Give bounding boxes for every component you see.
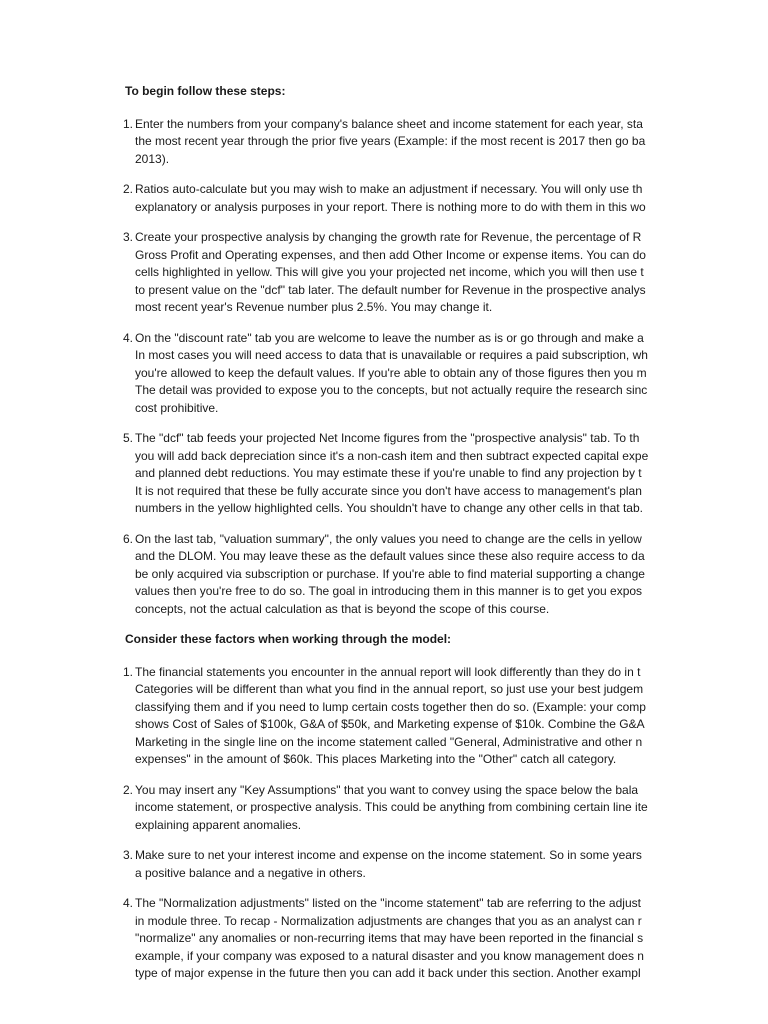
item-text: [135, 430, 648, 518]
item-text: [135, 330, 648, 418]
text-line: you're allowed to keep the default values. If you're able to obtain any of those figures then you m: [135, 365, 647, 380]
text-line: concepts, not the actual calculation as that is beyond the scope of this course.: [135, 601, 550, 616]
item-text: [135, 116, 645, 169]
item-number: 6.: [123, 531, 134, 546]
text-line: most recent year's Revenue number plus 2.5%. You may change it.: [135, 300, 493, 314]
item-number: 1.: [123, 664, 134, 679]
text-line: shows Cost of Sales of $100k, G&A of $50k, and Marketing expense of $10k. Combine the G&A: [135, 717, 645, 731]
text-line: type of major expense in the future then you can add it back under this section. Another exampl: [135, 966, 641, 980]
text-line: The "Normalization adjustments" listed on the "income statement" tab are referring to the adjust: [135, 896, 641, 910]
item-number: 4.: [123, 896, 134, 910]
step-item: [123, 531, 768, 619]
text-line: You may insert any "Key Assumptions" that you want to convey using the space below the bala: [135, 782, 639, 797]
text-line: cells highlighted in yellow. This will give you your projected net income, which you will then use t: [135, 265, 644, 279]
text-line: example, if your company was exposed to a natural disaster and you know management does n: [135, 948, 644, 963]
text-line: The "dcf" tab feeds your projected Net Income figures from the "prospective analysis" tab. To th: [135, 431, 640, 445]
text-line: expenses" in the amount of $60k. This places Marketing into the "Other" catch all category.: [135, 752, 617, 766]
item-number: 1.: [123, 116, 134, 131]
item-text: [135, 531, 645, 619]
text-line: On the last tab, "valuation summary", the only values you need to change are the cells in yellow: [135, 531, 642, 546]
text-line: Marketing in the single line on the income statement called "General, Administrative and other n: [135, 734, 643, 749]
item-number: 2.: [123, 182, 134, 196]
text-line: Make sure to net your interest income and expense on the income statement. So in some years: [135, 848, 642, 862]
step-item: [123, 116, 768, 169]
text-line: and the DLOM. You may leave these as the default values since these also require access to da: [135, 549, 645, 563]
factor-item: [123, 895, 768, 983]
item-number: 4.: [123, 330, 134, 345]
item-number: 3.: [123, 230, 134, 244]
text-line: explanatory or analysis purposes in your report. There is nothing more to do with them in this wo: [135, 199, 646, 214]
factor-item: [123, 782, 768, 835]
steps-list: [123, 116, 768, 619]
text-line: Ratios auto-calculate but you may wish to make an adjustment if necessary. You will only use th: [135, 182, 643, 196]
item-number: 3.: [123, 848, 134, 862]
text-line: Gross Profit and Operating expenses, and then add Other Income or expense items. You can do: [135, 247, 646, 262]
text-line: Enter the numbers from your company's balance sheet and income statement for each year, sta: [135, 116, 643, 131]
text-line: to present value on the "dcf" tab later. The default number for Revenue in the prospective analys: [135, 282, 646, 297]
text-line: On the "discount rate" tab you are welcome to leave the number as is or go through and make a: [135, 330, 644, 345]
text-line: Categories will be different than what you find in the annual report, so just use your best judgem: [135, 682, 644, 696]
text-line: the most recent year through the prior five years (Example: if the most recent is 2017 then go ba: [135, 134, 646, 148]
text-line: you will add back depreciation since it's a non-cash item and then subtract expected capital expe: [135, 448, 649, 463]
text-line: 2013).: [135, 151, 170, 166]
instructions-content: [123, 83, 768, 996]
item-text: [135, 847, 642, 882]
factor-item: [123, 847, 768, 882]
step-item: [123, 181, 768, 216]
factor-item: [123, 664, 768, 769]
step-item: [123, 229, 768, 317]
text-line: values then you're free to do so. The goal in introducing them in this manner is to get you expos: [135, 584, 643, 598]
step-item: [123, 330, 768, 418]
text-line: a positive balance and a negative in others.: [135, 865, 366, 880]
item-number: 5.: [123, 431, 134, 445]
text-line: income statement, or prospective analysis. This could be anything from combining certain line ite: [135, 800, 648, 814]
factors-heading: Consider these factors when working through the model:: [125, 632, 452, 646]
item-text: [135, 664, 646, 769]
text-line: cost prohibitive.: [135, 400, 219, 415]
text-line: in module three. To recap - Normalization adjustments are changes that you as an analyst can r: [135, 913, 642, 928]
item-text: [135, 229, 646, 317]
text-line: classifying them and if you need to lump certain costs together then do so. (Example: your comp: [135, 699, 646, 714]
text-line: be only acquired via subscription or purchase. If you're able to find material supporting a change: [135, 566, 645, 581]
factors-list: [123, 664, 768, 983]
text-line: In most cases you will need access to data that is unavailable or requires a paid subscription, wh: [135, 348, 648, 362]
item-text: [135, 181, 646, 216]
item-text: [135, 782, 648, 835]
steps-heading: To begin follow these steps:: [125, 84, 286, 98]
text-line: It is not required that these be fully accurate since you don't have access to management's plan: [135, 483, 642, 498]
text-line: and planned debt reductions. You may estimate these if you're unable to find any projection by t: [135, 466, 642, 480]
text-line: "normalize" any anomalies or non-recurring items that may have been reported in the financial s: [135, 931, 644, 945]
text-line: The detail was provided to expose you to the concepts, but not actually require the research sinc: [135, 383, 648, 397]
text-line: Create your prospective analysis by changing the growth rate for Revenue, the percentage of R: [135, 230, 642, 244]
step-item: [123, 430, 768, 518]
text-line: The financial statements you encounter in the annual report will look differently than they do in t: [135, 664, 641, 679]
item-text: [135, 895, 644, 983]
item-number: 2.: [123, 782, 134, 797]
text-line: numbers in the yellow highlighted cells. You shouldn't have to change any other cells in that tab.: [135, 501, 643, 515]
text-line: explaining apparent anomalies.: [135, 817, 302, 832]
